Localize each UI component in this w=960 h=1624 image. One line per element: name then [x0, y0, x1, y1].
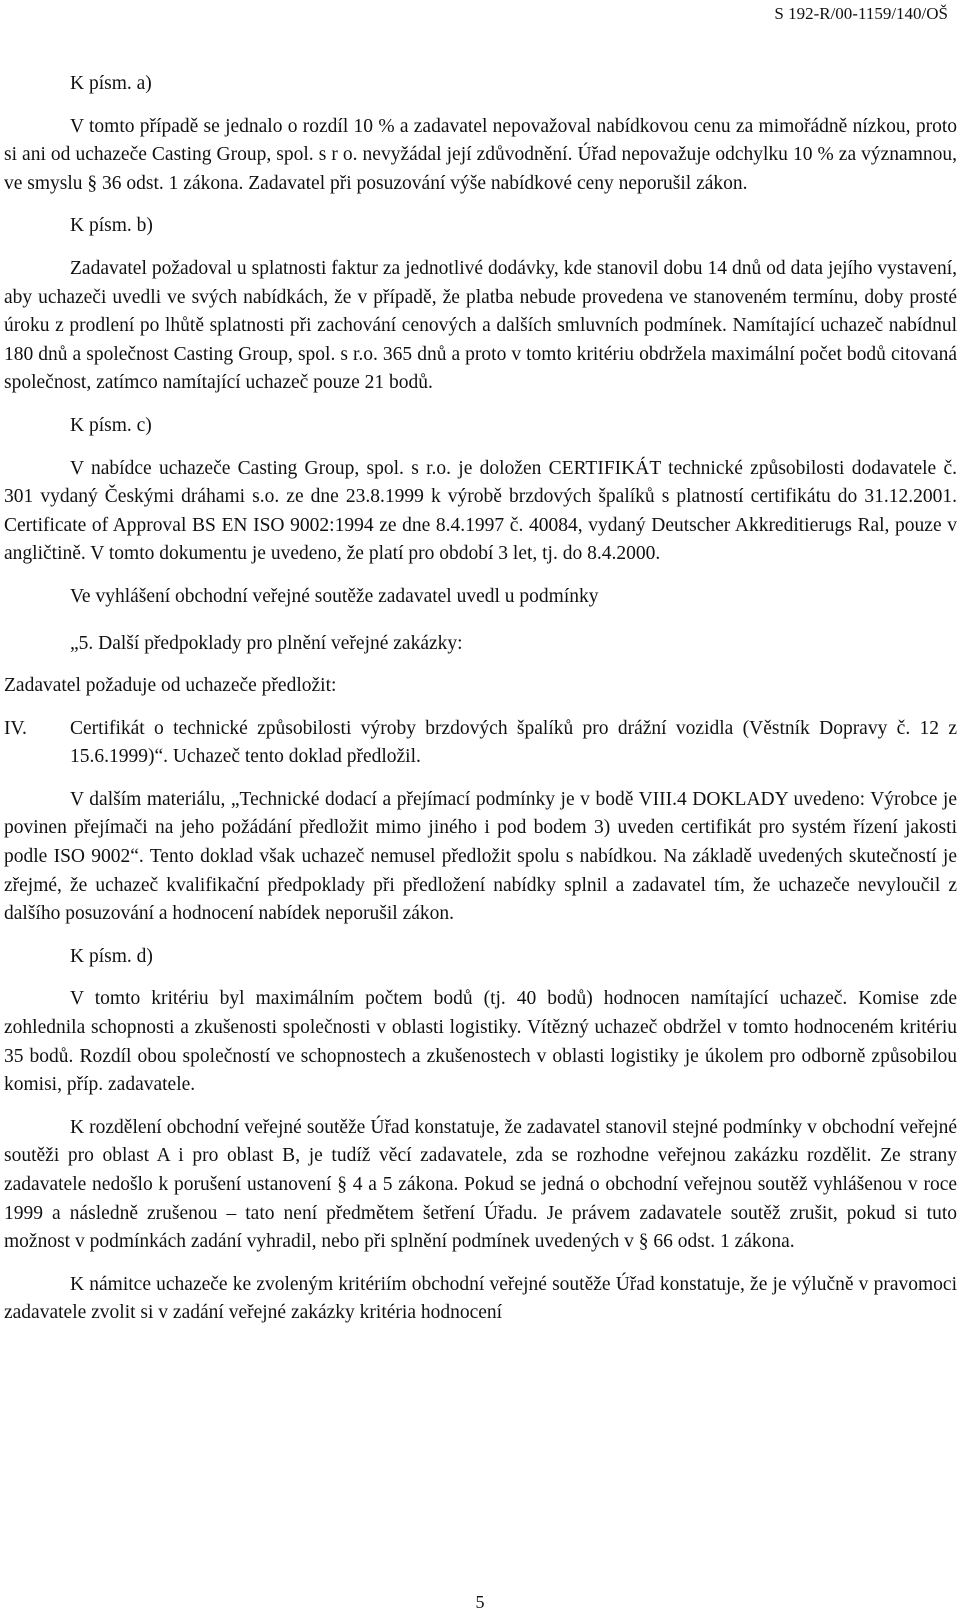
section-c-heading: K písm. c) — [70, 414, 152, 436]
section-a-paragraph: V tomto případě se jednalo o rozdíl 10 % a zadavatel nepovažoval nabídkovou cenu za mimořádně nízkou, proto si ani od uchazeče Casting Group, spol. s r o. nevyžádal její zdůvodnění. Úřad nepovažuje odchylku 10 % za významnou, ve smyslu § 36 odst. 1 zákona. Zadavatel při posuzování výše nabídkové ceny neporušil zákon. — [4, 115, 957, 194]
page-number: 5 — [475, 1592, 485, 1612]
section-d-paragraph: V tomto kritériu byl maximálním počtem bodů (tj. 40 bodů) hodnocen namítající uchazeč. Komise zde zohlednila schopnosti a zkušenosti společnosti v oblasti logistiky. Vítězný uchazeč obdržel v tomto hodnoceném kritériu 35 bodů. Rozdíl obou společností ve schopnostech a zkušenostech v oblasti logistiky je úkolem pro odborně způsobilou komisi, příp. zadavatele. — [4, 988, 957, 1096]
section-c-quote-heading: „5. Další předpoklady pro plnění veřejné zakázky: — [70, 632, 463, 654]
section-a-heading: K písm. a) — [70, 73, 152, 94]
section-c-requirement-line: Zadavatel požaduje od uchazeče předložit: — [4, 675, 337, 697]
section-c-paragraph: V nabídce uchazeče Casting Group, spol. s r.o. je doložen CERTIFIKÁT technické způsobilosti dodavatele č. 301 vydaný Českými dráhami s.o. ze dne 23.8.1999 k výrobě brzdových špalíků s platností certifikátu do 31.12.2001. Certificate of Approval BS EN ISO 9002:1994 ze dne 8.4.1997 č. 40084, vydaný Deutscher Akkreditierugs Ral, pouze v angličtině. V tomto dokumentu je uvedeno, že platí pro období 3 let, tj. do 8.4.2000. — [4, 457, 957, 565]
section-c-further-paragraph: V dalším materiálu, „Technické dodací a přejímací podmínky je v bodě VIII.4 DOKLADY uvedeno: Výrobce je povinen přejímači na jeho požádání předložit mimo jiného i pod bodem 3) uveden certifikát pro systém řízení jakosti podle ISO 9002“. Tento doklad však uchazeč nemusel předložit spolu s nabídkou. Na základě uvedených skutečností je zřejmé, že uchazeč kvalifikační předpoklady při předložení nabídky splnil a zadavatel tím, že uchazeče nevyloučil z dalšího posuzování a hodnocení nabídek neporušil zákon. — [4, 788, 957, 925]
document-reference: S 192-R/00-1159/140/OŠ — [774, 4, 948, 23]
document-body — [4, 70, 957, 1328]
requirement-item-text: Certifikát o technické způsobilosti výroby brzdových špalíků pro drážní vozidla (Věstník Dopravy č. 12 z 15.6.1999)“. Uchazeč tento doklad předložil. — [70, 717, 957, 768]
section-c-requirement-item — [4, 715, 957, 772]
section-c-conditions-intro: Ve vyhlášení obchodní veřejné soutěže zadavatel uvedl u podmínky — [70, 585, 599, 607]
requirement-item-number: IV. — [4, 717, 27, 739]
division-paragraph: K rozdělení obchodní veřejné soutěže Úřad konstatuje, že zadavatel stanovil stejné podmínky v obchodní veřejné soutěži pro oblast A i pro oblast B, je tudíž věcí zadavatele, zda se rozhodne veřejnou zakázku rozdělit. Ze strany zadavatele nedošlo k porušení ustanovení § 4 a 5 zákona. Pokud se jedná o obchodní veřejnou soutěž vyhlášenou v roce 1999 a následně zrušenou – tato není předmětem šetření Úřadu. Je právem zadavatele soutěž zrušit, pokud si tuto možnost v podmínkách zadání vyhradil, nebo při splnění podmínek uvedených v § 66 odst. 1 zákona. — [4, 1116, 957, 1253]
section-b-paragraph: Zadavatel požadoval u splatnosti faktur za jednotlivé dodávky, kde stanovil dobu 14 dnů od data jejího vystavení, aby uchazeči uvedli ve svých nabídkách, že v případě, že platba nebude provedena ve stanoveném termínu, doby prosté úroku z prodlení po lhůtě splatnosti při zachování cenových a dalších smluvních podmínek. Namítající uchazeč nabídnul 180 dnů a společnost Casting Group, spol. s r.o. 365 dnů a proto v tomto kritériu obdržela maximální počet bodů citovaná společnost, zatímco namítající uchazeč pouze 21 bodů. — [4, 257, 957, 394]
section-d-heading: K písm. d) — [70, 945, 153, 967]
criteria-paragraph: K námitce uchazeče ke zvoleným kritériím obchodní veřejné soutěže Úřad konstatuje, že je výlučně v pravomoci zadavatele zvolit si v zadání veřejné zakázky kritéria hodnocení — [4, 1273, 957, 1324]
section-b-heading: K písm. b) — [70, 215, 153, 237]
